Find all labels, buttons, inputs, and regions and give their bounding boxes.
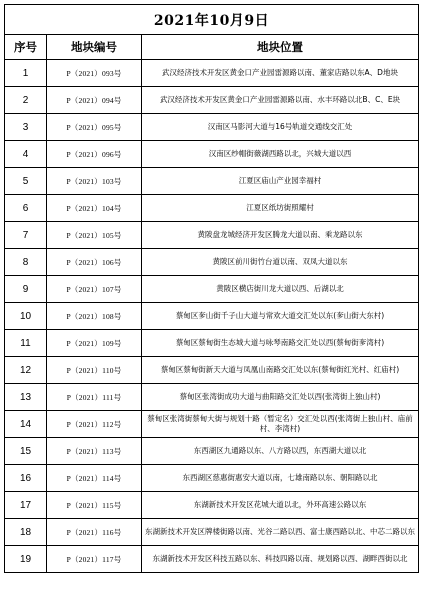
row-index: 19: [5, 546, 47, 573]
parcel-code: P（2021）096号: [47, 141, 142, 168]
parcel-code: P（2021）093号: [47, 60, 142, 87]
parcel-code: P（2021）094号: [47, 87, 142, 114]
parcel-location: 黄陂区横店街川龙大道以西、后湖以北: [142, 276, 419, 303]
parcel-code: P（2021）103号: [47, 168, 142, 195]
table-row: [5, 384, 419, 411]
header-row: [5, 35, 419, 60]
row-index: 13: [5, 384, 47, 411]
row-index: 16: [5, 465, 47, 492]
row-index: 3: [5, 114, 47, 141]
title-row: [5, 5, 419, 35]
table-row: [5, 114, 419, 141]
parcel-code: P（2021）095号: [47, 114, 142, 141]
land-parcel-sheet: [4, 4, 419, 573]
parcel-code: P（2021）109号: [47, 330, 142, 357]
table-row: [5, 492, 419, 519]
parcel-location: 黄陂盘龙城经济开发区腾龙大道以南、乘龙路以东: [142, 222, 419, 249]
parcel-location: 蔡甸区蔡甸街生态城大道与咏琴南路交汇处以西(蔡甸街奓湾村): [142, 330, 419, 357]
row-index: 15: [5, 438, 47, 465]
parcel-location: 东湖新技术开发区花城大道以北，外环高速公路以东: [142, 492, 419, 519]
row-index: 8: [5, 249, 47, 276]
table-row: [5, 411, 419, 438]
row-index: 1: [5, 60, 47, 87]
table-row: [5, 438, 419, 465]
parcel-code: P（2021）112号: [47, 411, 142, 438]
parcel-location: 蔡甸区张湾街成功大道与曲阳路交汇处以西(张湾街上独山村): [142, 384, 419, 411]
parcel-location: 武汉经济技术开发区黄金口产业园雷源路以南、董家店路以东A、D地块: [142, 60, 419, 87]
header-index: 序号: [5, 35, 47, 60]
parcel-code: P（2021）105号: [47, 222, 142, 249]
table-row: [5, 303, 419, 330]
table-row: [5, 141, 419, 168]
parcel-location: 蔡甸区蔡甸街新天大道与凤凰山南路交汇处以东(蔡甸街红光村、红庙村): [142, 357, 419, 384]
parcel-code: P（2021）104号: [47, 195, 142, 222]
row-index: 12: [5, 357, 47, 384]
row-index: 11: [5, 330, 47, 357]
parcel-location: 蔡甸区张湾街蔡甸大街与规划十路（暂定名）交汇处以西(张湾街上独山村、庙前村、李湾村): [142, 411, 419, 438]
parcel-code: P（2021）114号: [47, 465, 142, 492]
table-row: [5, 60, 419, 87]
parcel-location: 东西湖区九通路以东、八方路以西，东西湖大道以北: [142, 438, 419, 465]
parcel-location: 江夏区庙山产业园幸福村: [142, 168, 419, 195]
table-row: [5, 465, 419, 492]
parcel-location: 江夏区纸坊街照耀村: [142, 195, 419, 222]
row-index: 7: [5, 222, 47, 249]
parcel-location: 汉南区纱帽街薇湖西路以北，兴城大道以西: [142, 141, 419, 168]
row-index: 6: [5, 195, 47, 222]
row-index: 4: [5, 141, 47, 168]
table-row: [5, 87, 419, 114]
header-location: 地块位置: [142, 35, 419, 60]
land-parcel-table: [4, 4, 419, 573]
parcel-code: P（2021）107号: [47, 276, 142, 303]
parcel-code: P（2021）111号: [47, 384, 142, 411]
parcel-code: P（2021）106号: [47, 249, 142, 276]
parcel-location: 东西湖区慈惠街惠安大道以南，七雄南路以东、朝阳路以北: [142, 465, 419, 492]
parcel-code: P（2021）117号: [47, 546, 142, 573]
table-row: [5, 222, 419, 249]
row-index: 9: [5, 276, 47, 303]
parcel-code: P（2021）113号: [47, 438, 142, 465]
table-row: [5, 546, 419, 573]
row-index: 18: [5, 519, 47, 546]
sheet-title: 2021年10月9日: [5, 5, 419, 35]
parcel-location: 东湖新技术开发区牌楼街路以南、光谷二路以西、富士康西路以北、中芯二路以东: [142, 519, 419, 546]
row-index: 17: [5, 492, 47, 519]
table-row: [5, 249, 419, 276]
table-row: [5, 519, 419, 546]
table-row: [5, 195, 419, 222]
table-row: [5, 357, 419, 384]
table-body: [5, 60, 419, 573]
parcel-location: 蔡甸区奓山街千子山大道与常欢大道交汇处以东(奓山街大东村): [142, 303, 419, 330]
row-index: 10: [5, 303, 47, 330]
parcel-location: 黄陂区前川街竹台道以南、双凤大道以东: [142, 249, 419, 276]
row-index: 2: [5, 87, 47, 114]
parcel-code: P（2021）116号: [47, 519, 142, 546]
table-row: [5, 276, 419, 303]
parcel-location: 汉南区马影河大道与16号轨道交通线交汇处: [142, 114, 419, 141]
table-row: [5, 330, 419, 357]
header-code: 地块编号: [47, 35, 142, 60]
row-index: 14: [5, 411, 47, 438]
table-row: [5, 168, 419, 195]
parcel-code: P（2021）110号: [47, 357, 142, 384]
parcel-code: P（2021）108号: [47, 303, 142, 330]
parcel-code: P（2021）115号: [47, 492, 142, 519]
parcel-location: 武汉经济技术开发区黄金口产业园雷源路以南、水丰环路以北B、C、E块: [142, 87, 419, 114]
row-index: 5: [5, 168, 47, 195]
parcel-location: 东湖新技术开发区科技五路以东、科技四路以南、规划路以西、湖畔西街以北: [142, 546, 419, 573]
